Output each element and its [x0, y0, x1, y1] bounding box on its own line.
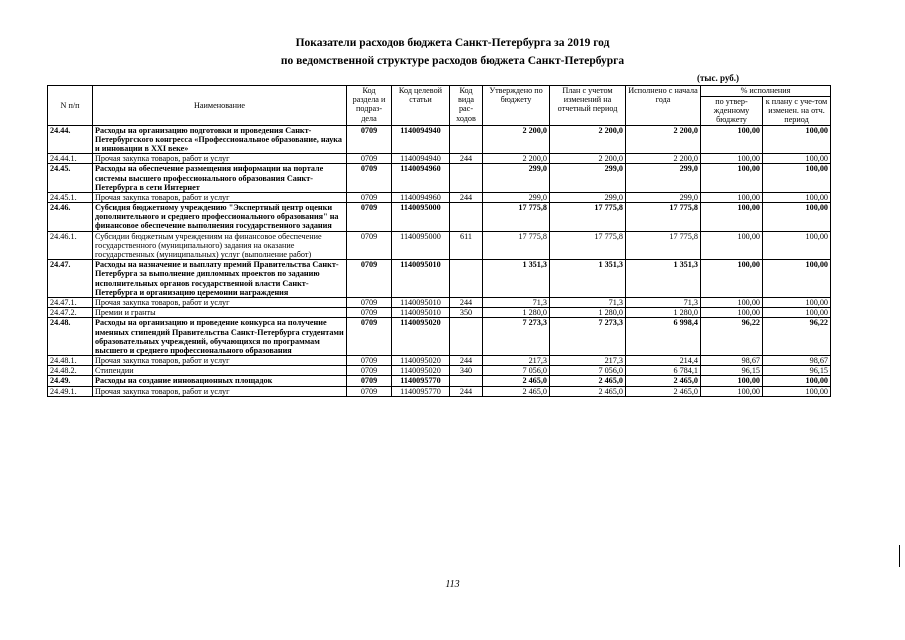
cell-app: 7 273,3 [483, 318, 550, 356]
table-row [48, 154, 831, 164]
cell-tgt: 1140095000 [392, 203, 450, 232]
title-line-1: Показатели расходов бюджета Санкт-Петербурга за 2019 год [295, 37, 610, 49]
cell-exe: 2 200,0 [626, 154, 701, 164]
table-row [48, 376, 831, 386]
cell-p1: 100,00 [701, 231, 763, 260]
cell-name: Премии и гранты [93, 308, 347, 318]
cell-app: 2 465,0 [483, 386, 550, 396]
header-approved: Утверждено по бюджету [483, 86, 550, 126]
cell-typ: 244 [450, 356, 483, 366]
cell-p2: 100,00 [763, 125, 831, 154]
table-row [48, 297, 831, 307]
cell-plan: 2 465,0 [550, 386, 626, 396]
cell-n: 24.48. [48, 318, 93, 356]
cell-p1: 98,67 [701, 356, 763, 366]
cell-tgt: 1140095020 [392, 318, 450, 356]
expenditure-table [47, 85, 831, 397]
cell-name: Расходы на обеспечение размещения информации на портале системы высшего профессионального образования Санкт-Петербурга в сети Интернет [93, 164, 347, 193]
cell-sec: 0709 [347, 386, 392, 396]
cell-name: Стипендии [93, 366, 347, 376]
cell-p1: 100,00 [701, 154, 763, 164]
cell-p1: 100,00 [701, 203, 763, 232]
cell-n: 24.48.1. [48, 356, 93, 366]
cell-plan: 17 775,8 [550, 203, 626, 232]
cell-app: 1 280,0 [483, 308, 550, 318]
cell-plan: 7 273,3 [550, 318, 626, 356]
cell-typ [450, 318, 483, 356]
cell-typ: 340 [450, 366, 483, 376]
cell-plan: 71,3 [550, 297, 626, 307]
cell-exe: 299,0 [626, 192, 701, 202]
cell-n: 24.45. [48, 164, 93, 193]
cell-plan: 1 351,3 [550, 260, 626, 298]
header-pct-plan: к плану с уче-том изменен. на отч. период [763, 97, 831, 126]
cell-name: Прочая закупка товаров, работ и услуг [93, 297, 347, 307]
table-row [48, 231, 831, 260]
cell-app: 1 351,3 [483, 260, 550, 298]
cell-p2: 100,00 [763, 260, 831, 298]
header-type: Код вида рас-ходов [450, 86, 483, 126]
cell-exe: 17 775,8 [626, 203, 701, 232]
cell-typ: 611 [450, 231, 483, 260]
cell-app: 299,0 [483, 192, 550, 202]
cell-tgt: 1140095010 [392, 297, 450, 307]
cell-typ [450, 125, 483, 154]
cell-plan: 2 200,0 [550, 154, 626, 164]
cell-p1: 100,00 [701, 164, 763, 193]
cell-app: 2 465,0 [483, 376, 550, 386]
table-body [48, 125, 831, 396]
cell-name: Прочая закупка товаров, работ и услуг [93, 386, 347, 396]
cell-p1: 100,00 [701, 260, 763, 298]
cell-name: Субсидия бюджетному учреждению "Экспертный центр оценки дополнительного и среднего профессионального образования" на финансовое обеспечение выполнения государственного задания [93, 203, 347, 232]
page-number: 113 [445, 579, 460, 590]
cell-n: 24.46.1. [48, 231, 93, 260]
cell-sec: 0709 [347, 366, 392, 376]
cell-typ [450, 376, 483, 386]
cell-app: 17 775,8 [483, 203, 550, 232]
cell-sec: 0709 [347, 154, 392, 164]
cell-p1: 100,00 [701, 125, 763, 154]
cell-plan: 2 465,0 [550, 376, 626, 386]
cell-typ: 244 [450, 154, 483, 164]
cell-sec: 0709 [347, 308, 392, 318]
cell-n: 24.49. [48, 376, 93, 386]
cell-p1: 100,00 [701, 297, 763, 307]
cell-plan: 299,0 [550, 164, 626, 193]
cell-exe: 2 200,0 [626, 125, 701, 154]
header-target: Код целевой статьи [392, 86, 450, 126]
header-num: N п/п [48, 86, 93, 126]
table-row [48, 386, 831, 396]
cell-p2: 100,00 [763, 386, 831, 396]
table-row [48, 164, 831, 193]
cell-p1: 100,00 [701, 308, 763, 318]
cell-typ: 244 [450, 386, 483, 396]
cell-name: Прочая закупка товаров, работ и услуг [93, 192, 347, 202]
cell-app: 217,3 [483, 356, 550, 366]
cell-n: 24.47.1. [48, 297, 93, 307]
cell-n: 24.47.2. [48, 308, 93, 318]
cell-p2: 100,00 [763, 297, 831, 307]
cell-exe: 1 351,3 [626, 260, 701, 298]
cell-app: 299,0 [483, 164, 550, 193]
cell-sec: 0709 [347, 376, 392, 386]
cell-tgt: 1140095770 [392, 376, 450, 386]
cell-typ [450, 164, 483, 193]
table-row [48, 308, 831, 318]
cell-name: Расходы на создание инновационных площадок [93, 376, 347, 386]
cell-p2: 100,00 [763, 192, 831, 202]
cell-p2: 100,00 [763, 154, 831, 164]
cell-exe: 71,3 [626, 297, 701, 307]
cell-tgt: 1140095020 [392, 366, 450, 376]
cell-n: 24.46. [48, 203, 93, 232]
header-executed: Исполнено с начала года [626, 86, 701, 126]
cell-name: Расходы на организацию и проведение конкурса на получение именных стипендий Правительства Санкт-Петербурга студентами образовательных учреждений, обучающихся по программам высшего и среднего профессионального образования [93, 318, 347, 356]
cell-exe: 1 280,0 [626, 308, 701, 318]
cell-sec: 0709 [347, 164, 392, 193]
cell-p2: 100,00 [763, 231, 831, 260]
cell-app: 71,3 [483, 297, 550, 307]
cell-typ: 244 [450, 192, 483, 202]
header-pct: % исполнения [701, 86, 831, 97]
header-name: Наименование [93, 86, 347, 126]
cell-exe: 6 998,4 [626, 318, 701, 356]
cell-app: 2 200,0 [483, 154, 550, 164]
cell-p1: 96,22 [701, 318, 763, 356]
cell-exe: 214,4 [626, 356, 701, 366]
cell-tgt: 1140095770 [392, 386, 450, 396]
cell-plan: 7 056,0 [550, 366, 626, 376]
cell-sec: 0709 [347, 318, 392, 356]
cell-tgt: 1140094960 [392, 164, 450, 193]
margin-rule [899, 545, 900, 567]
cell-sec: 0709 [347, 356, 392, 366]
cell-sec: 0709 [347, 231, 392, 260]
table-row [48, 203, 831, 232]
table-row [48, 366, 831, 376]
cell-name: Расходы на организацию подготовки и проведения Санкт-Петербургского конгресса «Профессиональное образование, наука и инновации в XXI веке» [93, 125, 347, 154]
cell-exe: 299,0 [626, 164, 701, 193]
cell-plan: 299,0 [550, 192, 626, 202]
cell-n: 24.47. [48, 260, 93, 298]
header-plan: План с учетом изменений на отчетный период [550, 86, 626, 126]
cell-n: 24.45.1. [48, 192, 93, 202]
cell-exe: 6 784,1 [626, 366, 701, 376]
cell-tgt: 1140094960 [392, 192, 450, 202]
cell-p2: 100,00 [763, 164, 831, 193]
cell-sec: 0709 [347, 203, 392, 232]
cell-p2: 96,15 [763, 366, 831, 376]
cell-p1: 100,00 [701, 386, 763, 396]
table-row [48, 192, 831, 202]
cell-plan: 1 280,0 [550, 308, 626, 318]
cell-app: 7 056,0 [483, 366, 550, 376]
cell-sec: 0709 [347, 192, 392, 202]
table-row [48, 260, 831, 298]
cell-p2: 96,22 [763, 318, 831, 356]
cell-tgt: 1140094940 [392, 154, 450, 164]
cell-sec: 0709 [347, 125, 392, 154]
cell-n: 24.48.2. [48, 366, 93, 376]
cell-tgt: 1140095010 [392, 308, 450, 318]
table-row [48, 125, 831, 154]
cell-p1: 100,00 [701, 192, 763, 202]
cell-typ: 244 [450, 297, 483, 307]
cell-exe: 17 775,8 [626, 231, 701, 260]
cell-p1: 96,15 [701, 366, 763, 376]
cell-typ: 350 [450, 308, 483, 318]
cell-p2: 100,00 [763, 376, 831, 386]
cell-p2: 98,67 [763, 356, 831, 366]
cell-name: Расходы на назначение и выплату премий Правительства Санкт-Петербурга за выполнение дипломных проектов по заданию исполнительных органов государственной власти Санкт-Петербурга и организацию церемонии награждения [93, 260, 347, 298]
cell-n: 24.44.1. [48, 154, 93, 164]
cell-name: Субсидии бюджетным учреждениям на финансовое обеспечение государственного (муниципального) задания на оказание государственных (муниципальных) услуг (выполнение работ) [93, 231, 347, 260]
cell-app: 17 775,8 [483, 231, 550, 260]
cell-sec: 0709 [347, 297, 392, 307]
units-label: (тыс. руб.) [697, 73, 739, 83]
cell-tgt: 1140095010 [392, 260, 450, 298]
header-section: Код раздела и подраз-дела [347, 86, 392, 126]
table-row [48, 318, 831, 356]
cell-plan: 217,3 [550, 356, 626, 366]
cell-p2: 100,00 [763, 203, 831, 232]
cell-typ [450, 260, 483, 298]
cell-app: 2 200,0 [483, 125, 550, 154]
cell-plan: 17 775,8 [550, 231, 626, 260]
cell-p2: 100,00 [763, 308, 831, 318]
cell-name: Прочая закупка товаров, работ и услуг [93, 356, 347, 366]
table-row [48, 356, 831, 366]
cell-tgt: 1140094940 [392, 125, 450, 154]
title-line-2: по ведомственной структуре расходов бюджета Санкт-Петербурга [280, 55, 625, 67]
cell-typ [450, 203, 483, 232]
cell-plan: 2 200,0 [550, 125, 626, 154]
cell-tgt: 1140095000 [392, 231, 450, 260]
cell-n: 24.44. [48, 125, 93, 154]
cell-sec: 0709 [347, 260, 392, 298]
cell-exe: 2 465,0 [626, 376, 701, 386]
cell-n: 24.49.1. [48, 386, 93, 396]
header-pct-approved: по утвер-жденному бюджету [701, 97, 763, 126]
cell-tgt: 1140095020 [392, 356, 450, 366]
cell-name: Прочая закупка товаров, работ и услуг [93, 154, 347, 164]
cell-p1: 100,00 [701, 376, 763, 386]
cell-exe: 2 465,0 [626, 386, 701, 396]
